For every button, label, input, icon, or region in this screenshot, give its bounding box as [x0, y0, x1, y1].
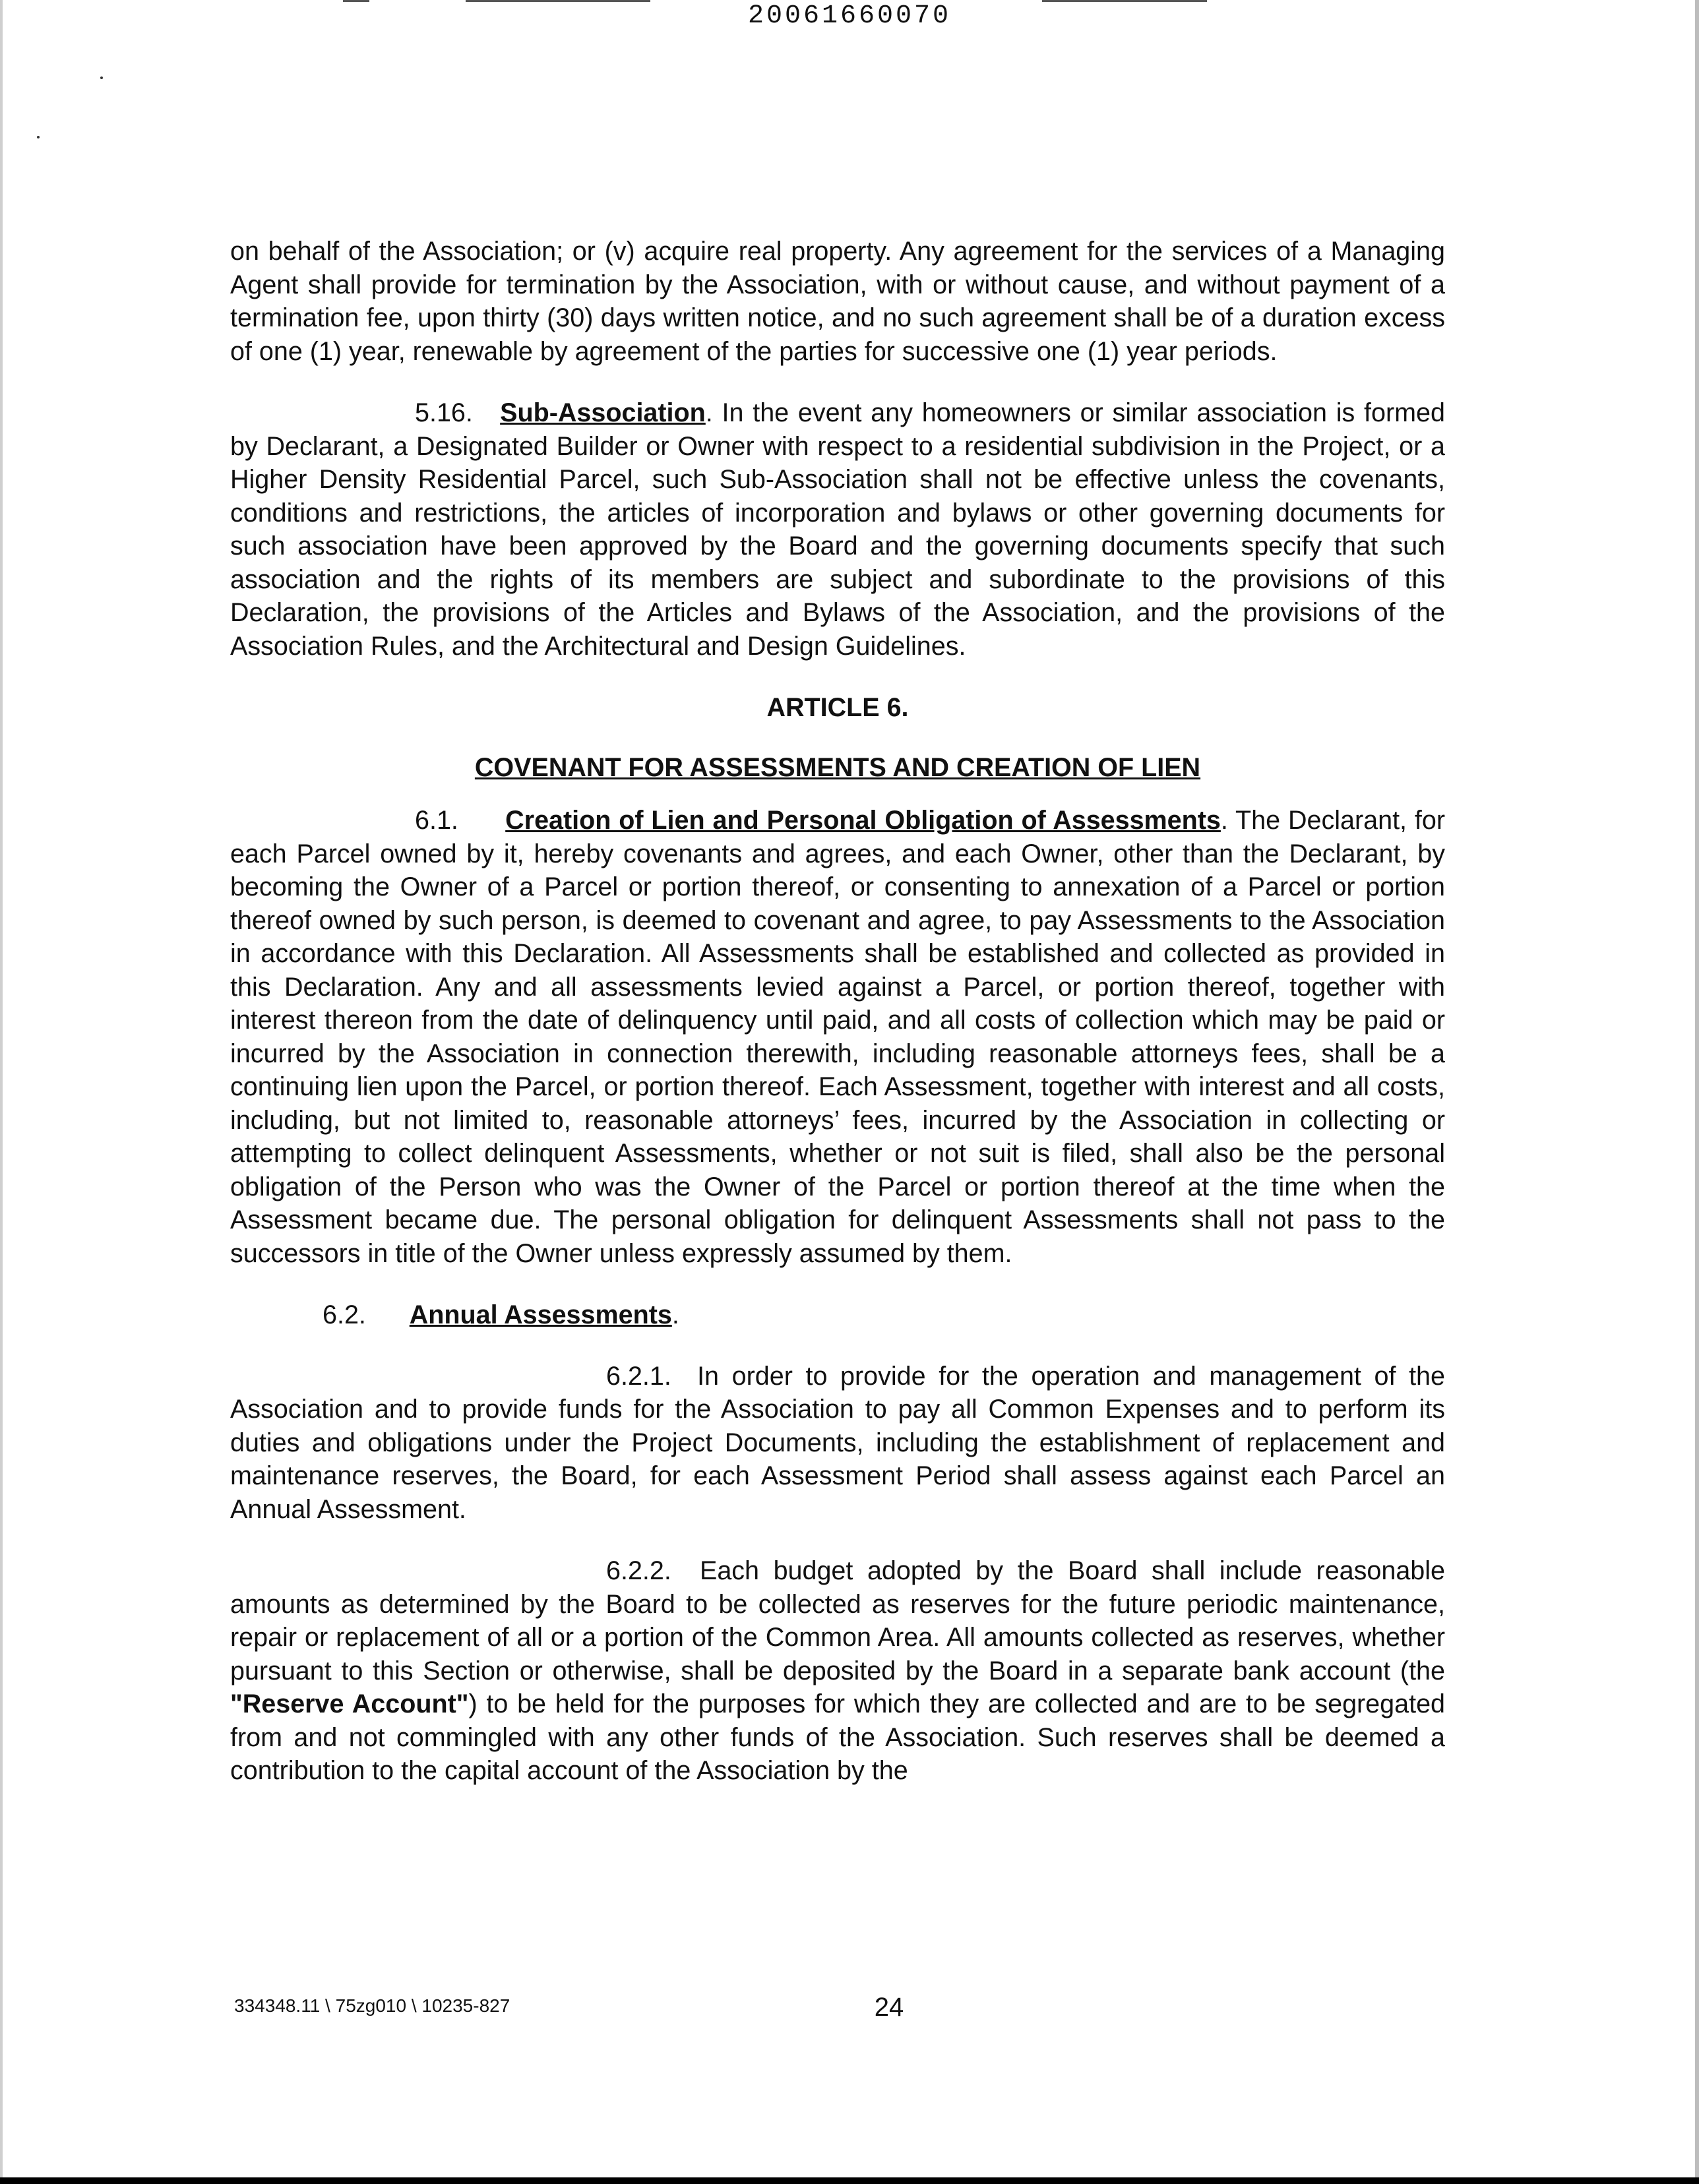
- document-number: 20061660070: [747, 1, 952, 31]
- scan-edge-left: [0, 0, 3, 2184]
- footer-document-reference: 334348.11 \ 75zg010 \ 10235-827: [234, 1995, 510, 2016]
- section-text: . In the event any homeowners or similar association is formed by Declarant, a Designated Builder or Owner with respect to a residential subdivision in the Project, or a Higher Density Residential Parcel, such Sub-Association shall not be effective unless the covenants, conditions and restrictions, the articles of incorporation and bylaws or other governing documents for such association have been approved by the Board and the governing documents specify that such association and the rights of its members are subject and subordinate to the provisions of this Declaration, the provisions of the Articles and Bylaws of the Association, and the provisions of the Association Rules, and the Architectural and Design Guidelines.: [230, 398, 1445, 661]
- article-label: ARTICLE 6.: [766, 693, 909, 722]
- section-6-2: [323, 1298, 1445, 1332]
- scan-edge-right: [1695, 0, 1699, 2184]
- scan-speck: [37, 136, 40, 138]
- paragraph-continuation: on behalf of the Association; or (v) acquire real property. Any agreement for the services of a Managing Agent shall provide for termination by the Association, with or without cause, and without payment of a termination fee, upon thirty (30) days written notice, and no such agreement shall be of a duration excess of one (1) year, renewable by agreement of the parties for successive one (1) year periods.: [230, 237, 1445, 366]
- section-number: 6.2.2.: [606, 1556, 671, 1585]
- section-heading-suffix: .: [671, 1300, 679, 1329]
- scan-edge-bottom: [0, 2177, 1699, 2184]
- section-heading: Sub-Association: [500, 398, 706, 427]
- section-text: . The Declarant, for each Parcel owned by it, hereby covenants and agrees, and each Owner, other than the Declarant, by becoming the Owner of a Parcel or portion thereof, or consenting to annexation of a Parcel or portion thereof owned by such person, is deemed to covenant and agree, to pay Assessments to the Association in accordance with this Declaration. All Assessments shall be established and collected as provided in this Declaration. Any and all assessments levied against a Parcel, or portion thereof, together with interest thereon from the date of delinquency until paid, and all costs of collection which may be paid or incurred by the Association in connection therewith, including reasonable attorneys fees, shall be a continuing lien upon the Parcel, or portion thereof. Each Assessment, together with interest and all costs, including, but not limited to, reasonable attorneys’ fees, incurred by the Association in collecting or attempting to collect delinquent Assessments, whether or not suit is filed, shall also be the personal obligation of the Person who was the Owner of the Parcel or portion thereof at the time when the Assessment became due. The personal obligation for delinquent Assessments shall not pass to the successors in title of the Owner unless expressly assumed by them.: [230, 806, 1445, 1268]
- page-number-wrap: [0, 1993, 1699, 2022]
- section-text: Each budget adopted by the Board shall include reasonable amounts as determined by the Board to be collected as reserves for the future periodic maintenance, repair or replacement of all or a portion of the Common Area. All amounts collected as reserves, whether pursuant to this Section or otherwise, shall be deposited by the Board in a separate bank account (the: [230, 1556, 1446, 1685]
- section-text-continued: ) to be held for the purposes for which they are collected and are to be segregated from and not commingled with any other funds of the Association. Such reserves shall be deemed a contribution to the capital account of the Association by the: [230, 1689, 1446, 1785]
- section-6-2-2: [230, 1554, 1445, 1788]
- document-body: [230, 235, 1445, 1816]
- section-number: 6.1.: [415, 806, 458, 835]
- section-5-16: [230, 396, 1445, 663]
- page-number: 24: [874, 1993, 904, 2022]
- section-number: 6.2.1.: [606, 1361, 671, 1391]
- article-title: COVENANT FOR ASSESSMENTS AND CREATION OF LIEN: [474, 752, 1201, 782]
- section-heading: Creation of Lien and Personal Obligation of Assessments: [505, 806, 1221, 835]
- section-heading: Annual Assessments: [409, 1300, 672, 1329]
- scan-speck: [100, 76, 103, 79]
- section-6-2-1: [230, 1360, 1445, 1527]
- section-number: 5.16.: [415, 398, 473, 427]
- section-text: In order to provide for the operation and management of the Association and to provide funds for the Association to pay all Common Expenses and to perform its duties and obligations under the Project Documents, including the establishment of replacement and maintenance reserves, the Board, for each Assessment Period shall assess against each Parcel an Annual Assessment.: [230, 1361, 1445, 1524]
- section-number: 6.2.: [323, 1300, 366, 1329]
- defined-term: "Reserve Account": [230, 1689, 469, 1718]
- section-6-1: [230, 804, 1445, 1270]
